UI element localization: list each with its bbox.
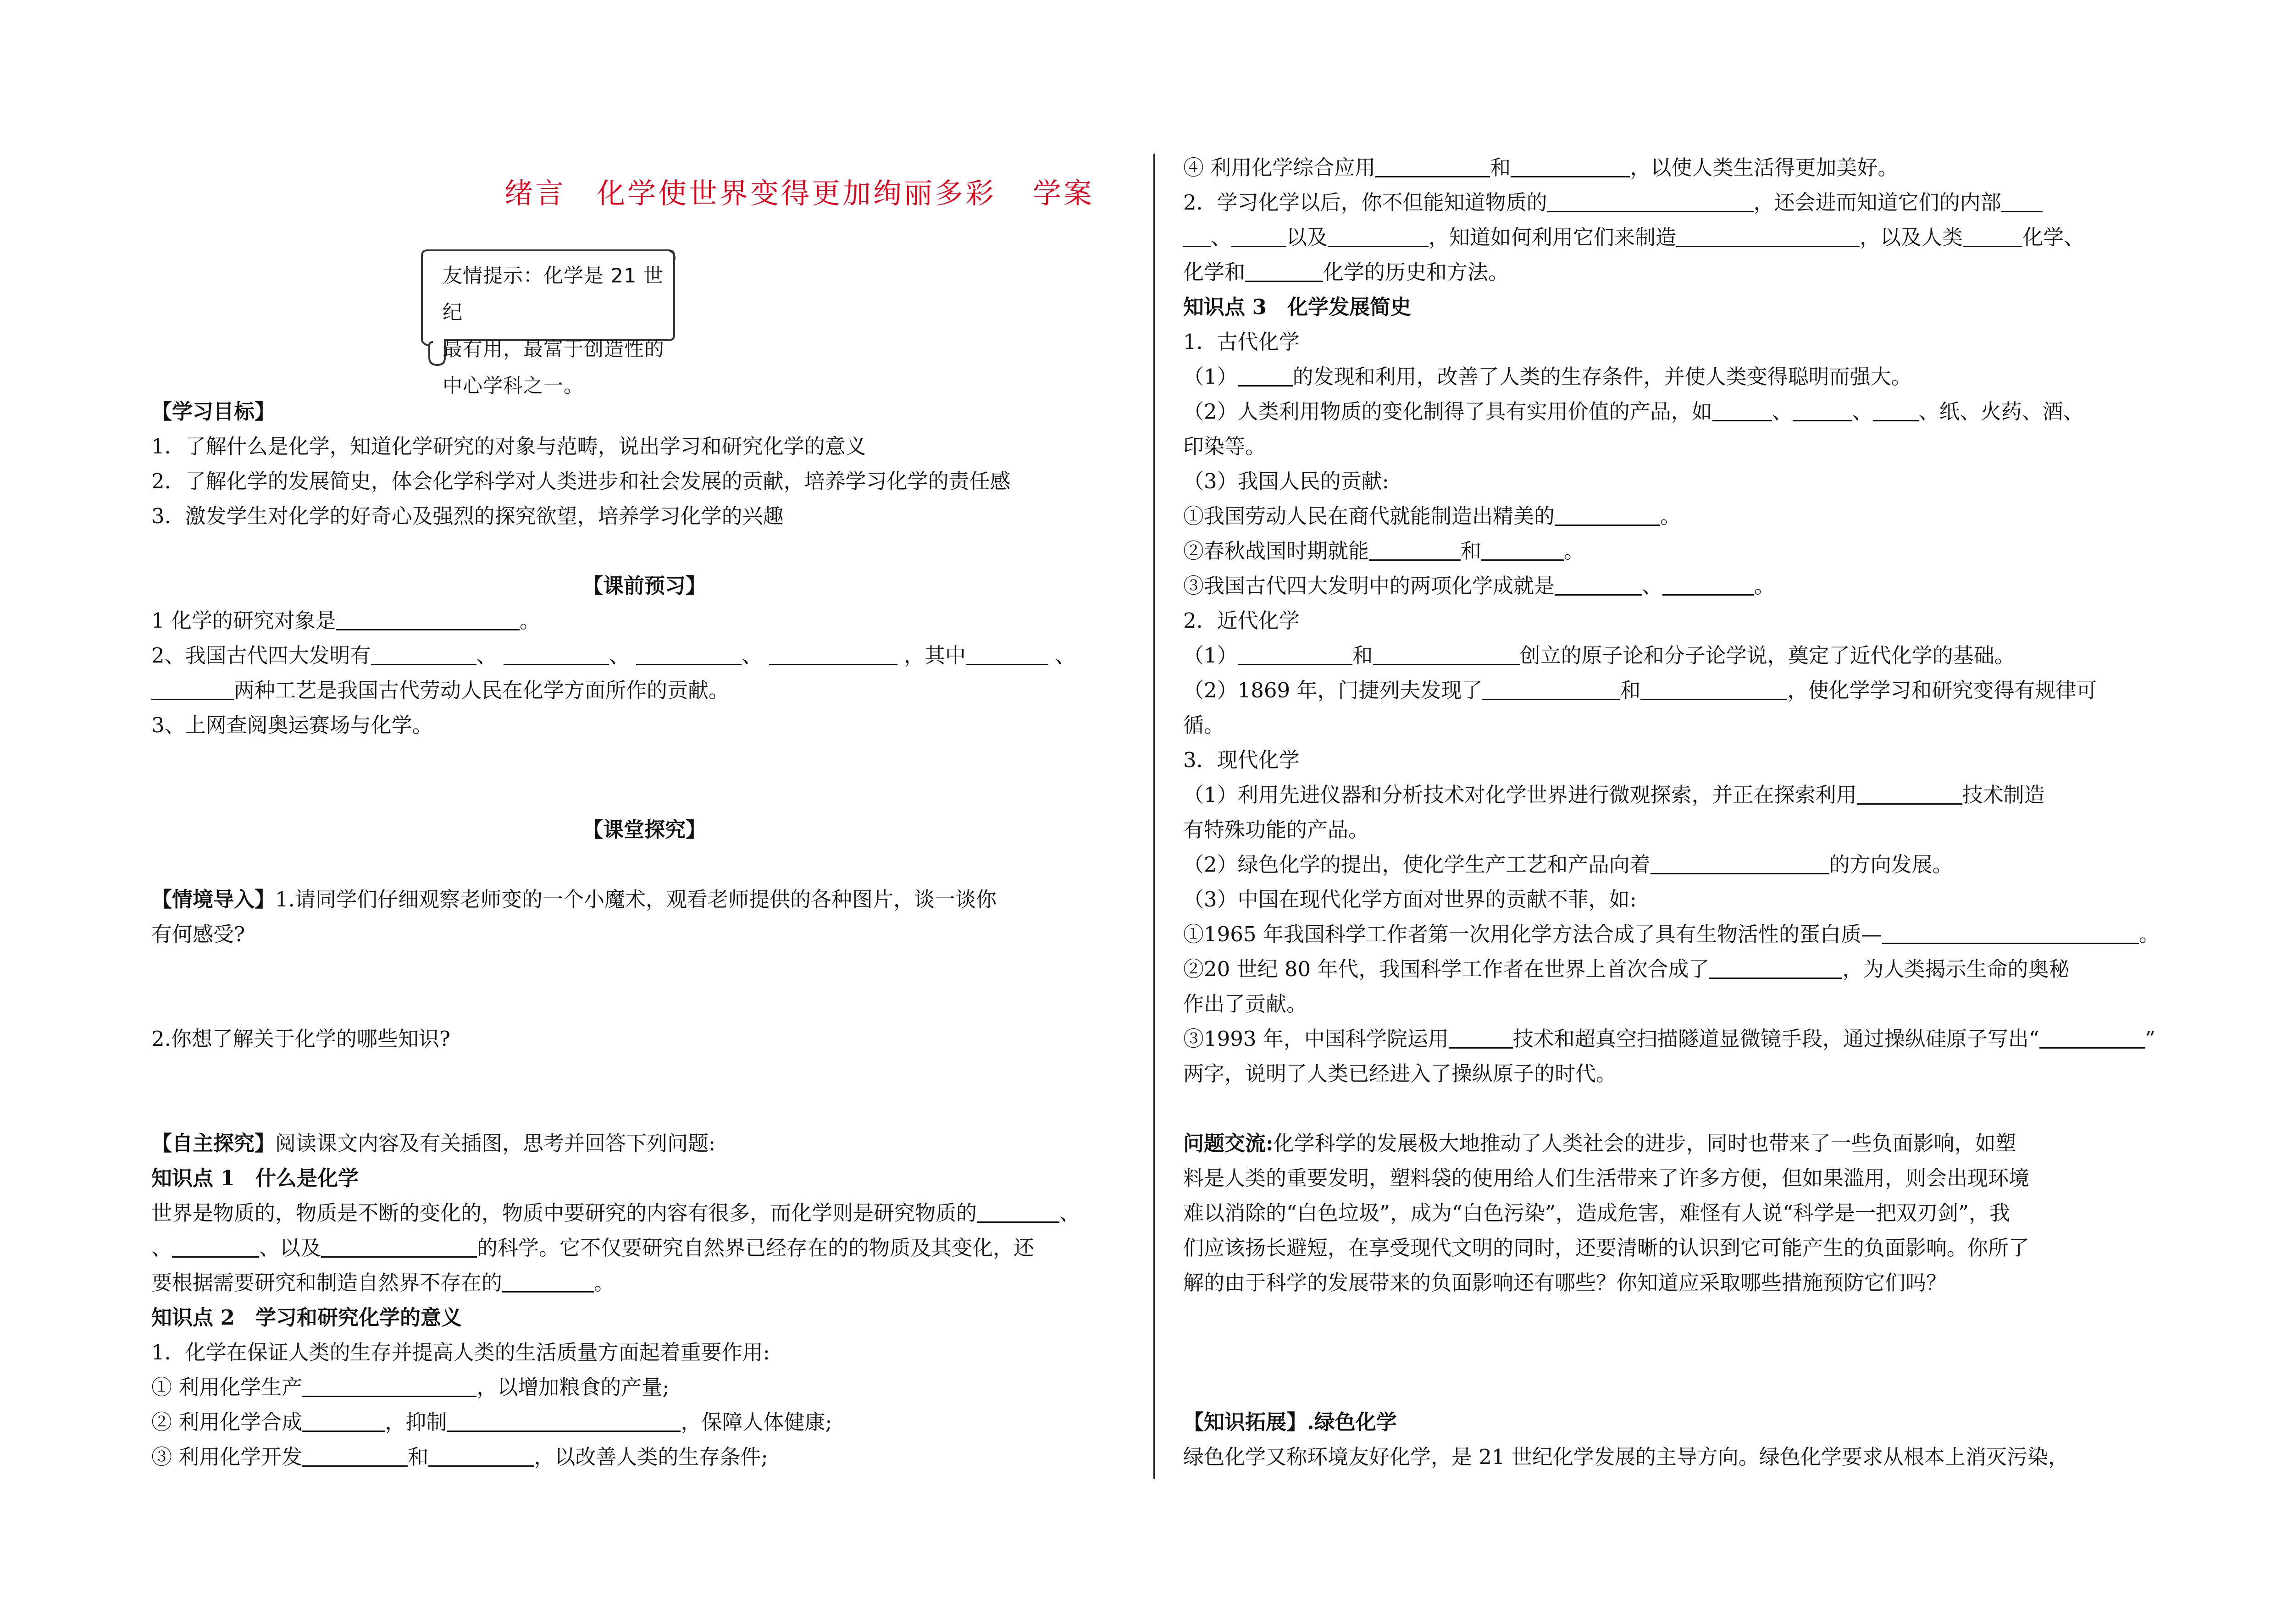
left-column [151, 394, 1137, 1475]
preview-q2: 2、我国古代四大发明有 、 、 、 ，其中 、 [151, 638, 1137, 673]
answer-blank[interactable] [1882, 920, 2139, 944]
answer-blank[interactable] [336, 606, 520, 630]
knowledge-1-heading: 知识点 1 什么是化学 [151, 1166, 359, 1190]
extension-line-1: 绿色化学又称环境友好化学，是 21 世纪化学发展的主导方向。绿色化学要求从根本上消灭污染， [1183, 1445, 2069, 1469]
near-modern-heading: 2．近代化学 [1183, 608, 1300, 633]
column-divider [1153, 154, 1155, 1479]
answer-blank[interactable] [977, 1199, 1059, 1223]
ancient-1: （1） 的发现和利用，改善了人类的生存条件，并使人类变得聪明而强大。 [1183, 359, 2169, 394]
preview-heading: 【课前预习】 [582, 574, 706, 598]
answer-blank[interactable] [1555, 502, 1660, 526]
near-1: （1） 和 创立的原子论和分子论学说，奠定了近代化学的基础。 [1183, 638, 2169, 673]
modern-3a: ①1965 年我国科学工作者第一次用化学方法合成了具有生物活性的蛋白质— 。 [1183, 917, 2169, 952]
modern-3b-cont: 作出了贡献。 [1183, 992, 1307, 1016]
right-column [1183, 150, 2169, 1475]
answer-blank[interactable] [151, 676, 234, 700]
answer-blank[interactable] [1547, 188, 1754, 212]
question-line-5: 解的由于科学的发展带来的负面影响还有哪些？你知道应采取哪些措施预防它们吗？ [1183, 1270, 1947, 1295]
preview-q3: 3、上网查阅奥运赛场与化学。 [151, 713, 433, 737]
answer-blank[interactable] [302, 1442, 408, 1467]
k2-item-3: ③ 利用化学开发 和 ，以改善人类的生存条件; [151, 1440, 1137, 1475]
answer-blank[interactable] [769, 641, 897, 665]
ancient-2-cont: 印染等。 [1183, 434, 1266, 458]
question-line-2: 料是人类的重要发明，塑料袋的使用给人们生活带来了许多方便，但如果滥用，则会出现环境 [1183, 1166, 2030, 1190]
question-line-3: 难以消除的“白色垃圾”，成为“白色污染”，造成危害，难怪有人说“科学是一把双刃剑”，我 [1183, 1201, 2011, 1225]
goals-heading: 【学习目标】 [151, 399, 276, 424]
answer-blank[interactable] [302, 1408, 385, 1432]
answer-blank[interactable] [1963, 223, 2022, 247]
scenario-q1: 【情境导入】1.请同学们仔细观察老师变的一个小魔术，观看老师提供的各种图片，谈一谈你 [151, 887, 997, 911]
page-title: 绪言 化学使世界变得更加绚丽多彩 学案 [504, 177, 1095, 210]
answer-blank[interactable] [966, 641, 1048, 665]
answer-blank[interactable] [1676, 223, 1860, 247]
modern-1-cont: 有特殊功能的产品。 [1183, 818, 1369, 842]
question-line-4: 们应该扬长避短，在享受现代文明的同时，还要清晰的认识到它可能产生的负面影响。你所了 [1183, 1236, 2030, 1260]
answer-blank[interactable] [504, 641, 609, 665]
answer-blank[interactable] [1231, 223, 1286, 247]
answer-blank[interactable] [1793, 397, 1852, 421]
modern-3c: ③1993 年，中国科学院运用 技术和超真空扫描隧道显微镜手段，通过操纵硅原子写出“ ” [1183, 1022, 2169, 1056]
answer-blank[interactable] [1709, 955, 1842, 979]
answer-blank[interactable] [1369, 536, 1461, 561]
scenario-q2: 2.你想了解关于化学的哪些知识? [151, 1027, 451, 1051]
k2-item-4: ④ 利用化学综合应用 和 ，以使人类生活得更加美好。 [1183, 150, 2169, 185]
answer-blank[interactable] [1873, 397, 1919, 421]
answer-blank[interactable] [1555, 571, 1642, 596]
answer-blank[interactable] [371, 641, 476, 665]
answer-blank[interactable] [2039, 1024, 2145, 1049]
answer-blank[interactable] [302, 1373, 476, 1397]
answer-blank[interactable] [172, 1233, 259, 1258]
knowledge-2-heading: 知识点 2 学习和研究化学的意义 [151, 1305, 462, 1330]
answer-blank[interactable] [447, 1408, 681, 1432]
k2-intro: 1．化学在保证人类的生存并提高人类的生活质量方面起着重要作用: [151, 1340, 770, 1364]
ancient-3: （3）我国人民的贡献: [1183, 469, 1389, 493]
answer-blank[interactable] [1449, 1024, 1513, 1049]
modern-1: （1）利用先进仪器和分析技术对化学世界进行微观探索，并正在探索利用 技术制造 [1183, 778, 2169, 812]
ancient-3c: ③我国古代四大发明中的两项化学成就是 、 。 [1183, 569, 2169, 603]
answer-blank[interactable] [1375, 153, 1490, 177]
self-explore: 【自主探究】阅读课文内容及有关插图，思考并回答下列问题: [151, 1131, 716, 1155]
near-2: （2）1869 年，门捷列夫发现了 和 ，使化学学习和研究变得有规律可 [1183, 673, 2169, 708]
k2-item-2: ② 利用化学合成 ，抑制 ，保障人体健康; [151, 1405, 1137, 1440]
preview-q1: 1 化学的研究对象是 。 [151, 603, 1137, 638]
modern-3c-cont: 两字，说明了人类已经进入了操纵原子的时代。 [1183, 1061, 1617, 1086]
answer-blank[interactable] [1183, 223, 1211, 247]
answer-blank[interactable] [1640, 676, 1787, 700]
k2-q2-c: 化学和 化学的历史和方法。 [1183, 255, 2169, 290]
k1-line-b: 、 、以及 的科学。它不仅要研究自然界已经存在的的物质及其变化，还 [151, 1231, 1137, 1265]
answer-blank[interactable] [1238, 641, 1352, 665]
answer-blank[interactable] [1482, 676, 1620, 700]
k2-q2-a: 2．学习化学以后，你不但能知道物质的 ，还会进而知道它们的内部 [1183, 185, 2169, 220]
ancient-2: （2）人类利用物质的变化制得了具有实用价值的产品，如 、 、 、纸、火药、酒、 [1183, 394, 2169, 429]
explore-heading: 【课堂探究】 [582, 818, 706, 842]
answer-blank[interactable] [1857, 780, 1962, 805]
tip-scroll-box [417, 248, 679, 398]
answer-blank[interactable] [1481, 536, 1564, 561]
answer-blank[interactable] [1328, 223, 1429, 247]
k2-item-1: ① 利用化学生产 ，以增加粮食的产量; [151, 1370, 1137, 1405]
answer-blank[interactable] [1712, 397, 1772, 421]
ancient-heading: 1．古代化学 [1183, 330, 1300, 354]
near-2-cont: 循。 [1183, 713, 1225, 737]
scenario-q1-cont: 有何感受? [151, 922, 245, 946]
knowledge-3-heading: 知识点 3 化学发展简史 [1183, 295, 1411, 319]
answer-blank[interactable] [502, 1268, 594, 1293]
answer-blank[interactable] [321, 1233, 477, 1258]
answer-blank[interactable] [1373, 641, 1520, 665]
answer-blank[interactable] [1651, 850, 1829, 874]
goal-3: 3．激发学生对化学的好奇心及强烈的探究欲望，培养学习化学的兴趣 [151, 504, 784, 528]
goal-2: 2．了解化学的发展简史，体会化学科学对人类进步和社会发展的贡献，培养学习化学的责任感 [151, 469, 1011, 493]
extension-heading: 【知识拓展】.绿色化学 [1183, 1410, 1397, 1434]
answer-blank[interactable] [428, 1442, 534, 1467]
answer-blank[interactable] [1245, 258, 1323, 282]
goal-1: 1．了解什么是化学，知道化学研究的对象与范畴，说出学习和研究化学的意义 [151, 434, 866, 458]
question-exchange: 问题交流:化学科学的发展极大地推动了人类社会的进步，同时也带来了一些负面影响，如塑 [1183, 1131, 2016, 1155]
answer-blank[interactable] [636, 641, 742, 665]
preview-q2-cont: 两种工艺是我国古代劳动人民在化学方面所作的贡献。 [151, 673, 1137, 708]
ancient-3b: ②春秋战国时期就能 和 。 [1183, 534, 2169, 569]
k2-q2-b: 、 以及 ，知道如何利用它们来制造 ，以及人类 化学、 [1183, 220, 2169, 255]
answer-blank[interactable] [1662, 571, 1754, 596]
modern-heading: 3．现代化学 [1183, 748, 1300, 772]
answer-blank[interactable] [2001, 188, 2043, 212]
modern-3: （3）中国在现代化学方面对世界的贡献不菲，如: [1183, 887, 1637, 911]
ancient-3a: ①我国劳动人民在商代就能制造出精美的 。 [1183, 499, 2169, 534]
answer-blank[interactable] [1238, 362, 1293, 387]
tip-text: 友情提示：化学是 21 世纪 最有用，最富于创造性的 中心学科之一。 [443, 265, 665, 398]
modern-3b: ②20 世纪 80 年代，我国科学工作者在世界上首次合成了 ，为人类揭示生命的奥秘 [1183, 952, 2169, 987]
modern-2: （2）绿色化学的提出，使化学生产工艺和产品向着 的方向发展。 [1183, 847, 2169, 882]
answer-blank[interactable] [1511, 153, 1630, 177]
k1-line-a: 世界是物质的，物质是不断的变化的，物质中要研究的内容有很多，而化学则是研究物质的 、 [151, 1196, 1137, 1231]
k1-line-c: 要根据需要研究和制造自然界不存在的 。 [151, 1265, 1137, 1300]
